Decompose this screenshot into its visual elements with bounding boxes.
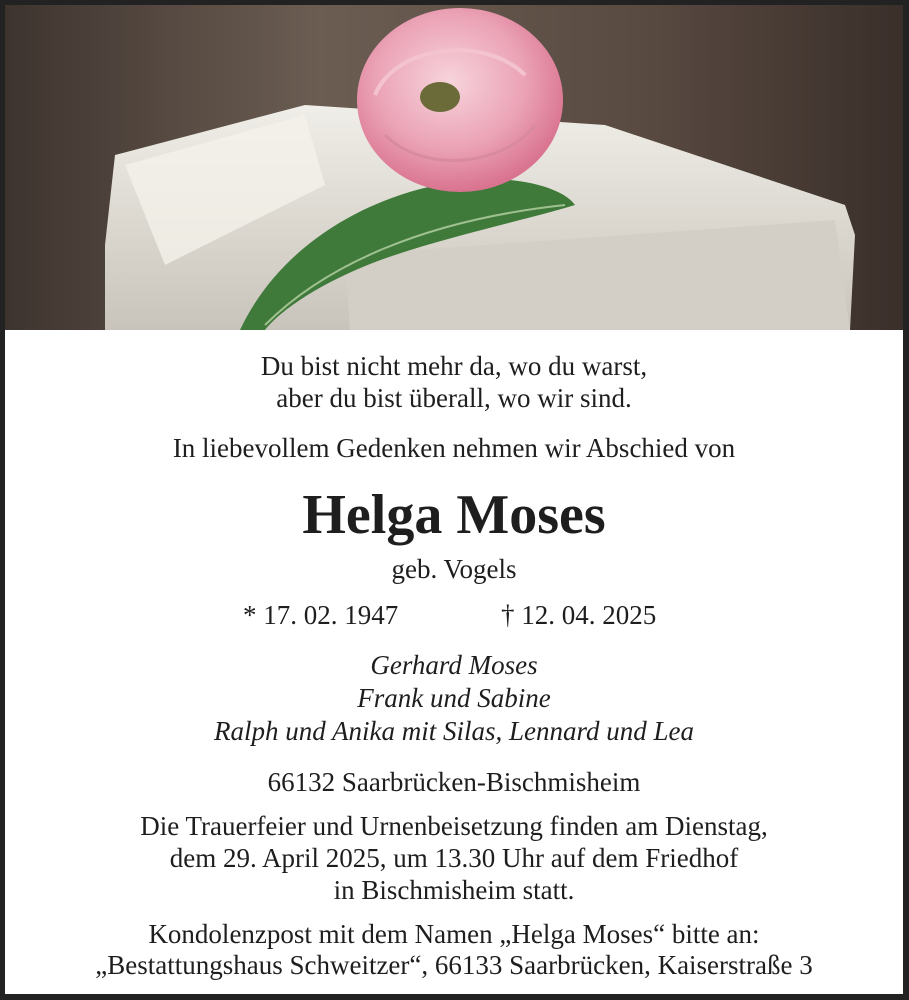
death-date: † 12. 04. 2025 [501, 600, 657, 630]
mourner-line: Frank und Sabine [357, 683, 551, 713]
maiden-name: geb. Vogels [391, 554, 517, 584]
condolence-line: „Bestattungshaus Schweitzer“, 66133 Saarbrücken, Kaiserstraße 3 [95, 950, 813, 980]
obituary-notice [5, 5, 903, 994]
mourner-line: Gerhard Moses [370, 650, 538, 680]
birth-date: * 17. 02. 1947 [243, 600, 399, 630]
birth-star-icon: * [243, 600, 257, 630]
ceremony-line: dem 29. April 2025, um 13.30 Uhr auf dem Friedhof [169, 843, 739, 873]
ceremony-line: in Bischmisheim statt. [333, 875, 575, 905]
condolence-line: Kondolenzpost mit dem Namen „Helga Moses“ bitte an: [148, 919, 760, 949]
intro-text: In liebevollem Gedenken nehmen wir Abschied von [172, 433, 736, 463]
quote-line-1: Du bist nicht mehr da, wo du warst, [260, 351, 648, 381]
deceased-name: Helga Moses [302, 484, 606, 546]
location: 66132 Saarbrücken-Bischmisheim [267, 767, 641, 797]
mourner-line: Ralph und Anika mit Silas, Lennard und Lea [213, 716, 694, 746]
rose-on-books-photo [5, 5, 903, 330]
death-cross-icon: † [501, 600, 515, 630]
ceremony-line: Die Trauerfeier und Urnenbeisetzung finden am Dienstag, [140, 811, 768, 841]
quote-line-2: aber du bist überall, wo wir sind. [276, 383, 632, 413]
